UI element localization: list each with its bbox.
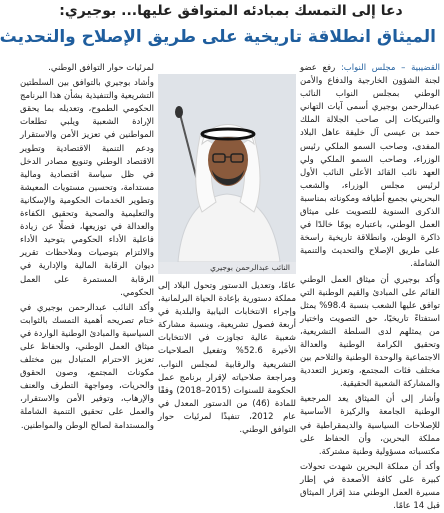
article-kicker: دعا إلى التمسك بمبادئه المتوافق عليها... بوجيري:	[59, 3, 403, 19]
right-paragraph-4: وأكد أن مملكة البحرين شهدت تحولات كبيرة على كافة الأصعدة في إطار مسيرة العمل الوطني منذ إقرار الميثاق قبل 14 عامًا.	[300, 461, 440, 512]
left-paragraph-2: وأشاد بوجيري بالتوافق بين السلطتين التشريعية والتنفيذية بشأن هذا البرنامج الحكومي الطموح، وتعديله بما يحقق الإرادة الشعبية ويلبي تطلعات المواطنين في تعزيز الأمن والاستقرار ودعم التنمية الاقتصادية وتطوير الاقتصاد الوطني وتنويع مصادر الدخل في ظل سياسة اقتصادية ومالية مستدامة، وتحسين مستويات المعيشة وتطوير الخدمات الحكومية والإسكانية والتعليمية والصحية وتحقيق الكفاءة والعدالة في توزيعها، فضلًا عن زيادة فاعلية الأداء الحكومي بتوحيد الأداء والالتزام بتوصيات وملاحظات تقرير ديوان الرقابة المالية والإدارية في الرقابة المستمرة على العمل الحكومي.	[20, 78, 154, 298]
portrait-image	[158, 74, 296, 262]
right-paragraph-1-text: رفع عضو لجنة الشؤون الخارجية والدفاع والأمن الوطني بمجلس النواب النائب عبدالرحمن بوجيري أسمى آيات التهاني والتبريكات إلى صاحب الجلالة الملك حمد بن عيسى آل خليفة عاهل البلاد المفدى، وصاحب السمو الملكي رئيس الوزراء، وصاحب السمو الملكي ولي العهد نائب القائد الأعلى النائب الأول لرئيس مجلس الوزراء، والشعب البحريني بجميع أطيافه ومكوناته بمناسبة الذكرى السنوية للتصويت على ميثاق العمل الوطني، باعتباره يومًا خالدًا في ذاكرة الوطن، وانطلاقة تاريخية راسخة على طريق الإصلاح والتحديث والتنمية الشاملة.	[300, 63, 440, 270]
photo-caption: النائب عبدالرحمن بوجيري	[158, 262, 296, 274]
right-column	[300, 62, 441, 512]
right-paragraph-1	[300, 62, 440, 272]
left-column	[20, 62, 154, 431]
middle-paragraph-1: عامًا، وتعديل الدستور وتحول البلاد إلى مملكة دستورية بإعادة الحياة البرلمانية، وإجراء الانتخابات النيابية والبلدية في أربعة فصول تشريعية، وبنسبة مشاركة شعبية عالية تجاوزت في الانتخابات الأخيرة 52.6% وتفعيل الصلاحيات التشريعية والرقابية لمجلس النواب، ومراجعة صلاحياته لإقرار برنامج عمل الحكومة للسنوات (2015–2018) وفقًا للمادة (46) من الدستور المعدل في عام 2012، تنفيذًا لمرئيات حوار التوافق الوطني.	[158, 281, 296, 436]
portrait-photo	[158, 74, 296, 272]
middle-column	[158, 280, 296, 436]
right-paragraph-3: وأشار إلى أن الميثاق يعد المرجعية الوطنية الجامعة والركيزة الأساسية للإصلاحات السياسية والديمقراطية في مملكة البحرين، وأن الحفاظ على مكتسباته مسؤولية وطنية مشتركة.	[300, 394, 440, 457]
left-paragraph-1: لمرئيات حوار التوافق الوطني.	[48, 63, 154, 73]
left-paragraph-3: وأكد النائب عبدالرحمن بوجيري في ختام تصريحه أهمية التمسك بالثوابت السياسية والمبادئ الوطنية الواردة في ميثاق العمل الوطني، والحفاظ على تعزيز الاحترام المتبادل بين مختلف مكونات المجتمع، وصون الحقوق والحريات، ومواجهة التطرف والعنف والإرهاب، وتوفير الأمن والاستقرار، والعمل على تحقيق التنمية الشاملة والمستدامة لصالح الوطن والمواطنين.	[20, 302, 154, 431]
article-headline: الميثاق انطلاقة تاريخية على طريق الإصلاح والتحديث	[0, 27, 436, 47]
dateline: القضيبية – مجلس النواب:	[340, 63, 440, 73]
right-paragraph-2: وأكد بوجيري أن ميثاق العمل الوطني القائم على المبادئ والقيم الوطنية التي توافق عليها الشعب بنسبة 98.4% يمثل استفتاءً تاريخيًا، حق التصويت واختيار من يمثلهم لدى السلطة التشريعية، وتحقيق الكرامة الوطنية والعدالة الاجتماعية والوحدة الوطنية والتلاحم بين مختلف فئات المجتمع، وتعزيز التعددية والمشاركة الشعبية الحقيقية.	[300, 274, 441, 390]
